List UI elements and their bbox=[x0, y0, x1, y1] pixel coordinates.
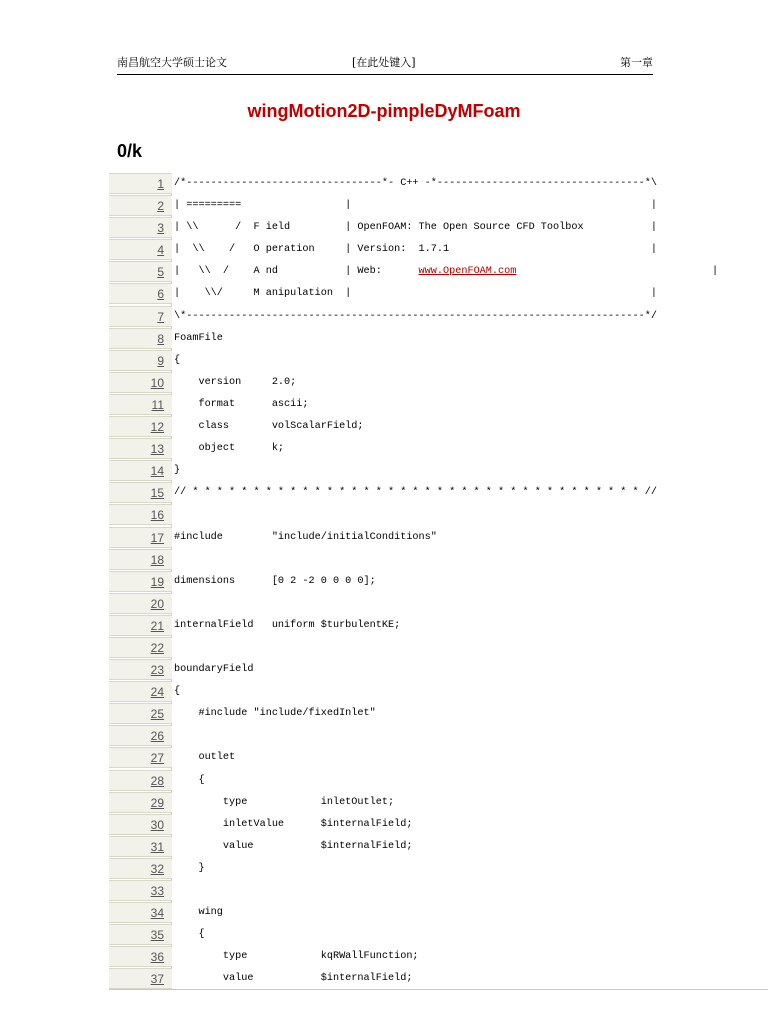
code-text: internalField uniform $turbulentKE; bbox=[174, 619, 401, 631]
line-number-link[interactable]: 8 bbox=[109, 328, 172, 349]
code-line bbox=[109, 504, 768, 526]
line-number-link[interactable]: 16 bbox=[109, 504, 172, 525]
code-text-segment: | bbox=[516, 266, 719, 278]
code-text: format ascii; bbox=[174, 398, 309, 410]
code-line bbox=[109, 195, 768, 217]
code-line bbox=[109, 217, 768, 239]
code-text: object k; bbox=[174, 443, 285, 455]
line-number-link[interactable]: 5 bbox=[109, 261, 172, 282]
code-text: | \\/ M anipulation | | bbox=[174, 288, 657, 300]
code-line bbox=[109, 173, 768, 195]
line-number-link[interactable]: 34 bbox=[109, 902, 172, 923]
code-text: } bbox=[174, 465, 181, 477]
code-text: type kqRWallFunction; bbox=[174, 951, 419, 963]
line-number-link[interactable]: 12 bbox=[109, 416, 172, 437]
code-text: value $internalField; bbox=[174, 973, 413, 985]
line-number-link[interactable]: 6 bbox=[109, 283, 172, 304]
code-line bbox=[109, 770, 768, 792]
code-text: FoamFile bbox=[174, 332, 223, 344]
code-line bbox=[109, 814, 768, 836]
code-text: version 2.0; bbox=[174, 376, 297, 388]
header-thesis-title: 南昌航空大学硕士论文 bbox=[117, 56, 227, 69]
code-text: | ========= | | bbox=[174, 200, 657, 212]
code-text: wing bbox=[174, 907, 223, 919]
file-name-heading: 0/k bbox=[117, 141, 143, 161]
code-line bbox=[109, 438, 768, 460]
code-text: { bbox=[174, 686, 181, 698]
code-text: \*---------------------------------------------------------------------------*/ bbox=[174, 310, 657, 322]
code-text bbox=[174, 261, 718, 283]
code-line bbox=[109, 460, 768, 482]
code-line bbox=[109, 968, 768, 990]
line-number-link[interactable]: 9 bbox=[109, 350, 172, 371]
line-number-link[interactable]: 10 bbox=[109, 372, 172, 393]
code-line bbox=[109, 394, 768, 416]
line-number-link[interactable]: 15 bbox=[109, 482, 172, 503]
code-line bbox=[109, 703, 768, 725]
code-line bbox=[109, 372, 768, 394]
code-line bbox=[109, 416, 768, 438]
code-text: } bbox=[174, 862, 205, 874]
code-line bbox=[109, 306, 768, 328]
line-number-link[interactable]: 26 bbox=[109, 725, 172, 746]
line-number-link[interactable]: 11 bbox=[109, 394, 172, 415]
code-text: value $internalField; bbox=[174, 840, 413, 852]
line-number-link[interactable]: 1 bbox=[109, 173, 172, 194]
line-number-link[interactable]: 20 bbox=[109, 593, 172, 614]
code-line bbox=[109, 946, 768, 968]
code-text: { bbox=[174, 774, 205, 786]
line-number-link[interactable]: 19 bbox=[109, 571, 172, 592]
line-number-link[interactable]: 7 bbox=[109, 306, 172, 327]
code-line bbox=[109, 549, 768, 571]
code-text: { bbox=[174, 354, 181, 366]
line-number-link[interactable]: 23 bbox=[109, 659, 172, 680]
code-line bbox=[109, 527, 768, 549]
code-text: dimensions [0 2 -2 0 0 0 0]; bbox=[174, 575, 376, 587]
code-line bbox=[109, 659, 768, 681]
code-text: #include "include/fixedInlet" bbox=[174, 708, 376, 720]
code-text: type inletOutlet; bbox=[174, 796, 395, 808]
code-text: outlet bbox=[174, 752, 236, 764]
line-number-link[interactable]: 32 bbox=[109, 858, 172, 879]
code-line bbox=[109, 350, 768, 372]
code-text: #include "include/initialConditions" bbox=[174, 531, 437, 543]
code-line bbox=[109, 637, 768, 659]
line-number-link[interactable]: 33 bbox=[109, 880, 172, 901]
code-text: | \\ / F ield | OpenFOAM: The Open Source CFD Toolbox | bbox=[174, 222, 657, 234]
code-text: /*--------------------------------*- C++ -*----------------------------------*\ bbox=[174, 178, 657, 189]
code-line bbox=[109, 858, 768, 880]
line-number-link[interactable]: 28 bbox=[109, 770, 172, 791]
code-line bbox=[109, 725, 768, 747]
line-number-link[interactable]: 13 bbox=[109, 438, 172, 459]
header-chapter: 第一章 bbox=[620, 56, 653, 69]
code-line bbox=[109, 482, 768, 504]
code-listing-bottom-rule bbox=[109, 989, 768, 990]
openfoam-web-link[interactable]: www.OpenFOAM.com bbox=[418, 266, 517, 278]
line-number-link[interactable]: 35 bbox=[109, 924, 172, 945]
line-number-link[interactable]: 17 bbox=[109, 527, 172, 548]
line-number-link[interactable]: 29 bbox=[109, 792, 172, 813]
code-line bbox=[109, 681, 768, 703]
code-line bbox=[109, 792, 768, 814]
code-line bbox=[109, 924, 768, 946]
line-number-link[interactable]: 31 bbox=[109, 836, 172, 857]
code-line bbox=[109, 880, 768, 902]
header-placeholder: [在此处键入] bbox=[352, 56, 416, 69]
code-text: { bbox=[174, 929, 205, 941]
line-number-link[interactable]: 21 bbox=[109, 615, 172, 636]
code-line bbox=[109, 747, 768, 769]
code-line bbox=[109, 261, 768, 283]
code-text: | \\ / O peration | Version: 1.7.1 | bbox=[174, 244, 657, 256]
code-line bbox=[109, 283, 768, 305]
code-line bbox=[109, 902, 768, 924]
page-title: wingMotion2D-pimpleDyMFoam bbox=[247, 101, 521, 121]
line-number-link[interactable]: 37 bbox=[109, 968, 172, 989]
line-number-link[interactable]: 3 bbox=[109, 217, 172, 238]
code-text: // * * * * * * * * * * * * * * * * * * * * * * * * * * * * * * * * * * * * * // bbox=[174, 487, 657, 499]
line-number-link[interactable]: 25 bbox=[109, 703, 172, 724]
code-text-segment: | \\ / A nd | Web: bbox=[174, 266, 419, 278]
line-number-link[interactable]: 22 bbox=[109, 637, 172, 658]
line-number-link[interactable]: 2 bbox=[109, 195, 172, 216]
code-text: class volScalarField; bbox=[174, 421, 364, 433]
line-number-link[interactable]: 14 bbox=[109, 460, 172, 481]
code-line bbox=[109, 593, 768, 615]
code-line bbox=[109, 328, 768, 350]
line-number-link[interactable]: 24 bbox=[109, 681, 172, 702]
code-text: inletValue $internalField; bbox=[174, 818, 413, 830]
code-text: boundaryField bbox=[174, 664, 254, 676]
line-number-link[interactable]: 27 bbox=[109, 747, 172, 768]
page-header bbox=[117, 54, 653, 75]
line-number-link[interactable]: 4 bbox=[109, 239, 172, 260]
code-line bbox=[109, 239, 768, 261]
line-number-link[interactable]: 18 bbox=[109, 549, 172, 570]
code-line bbox=[109, 615, 768, 637]
code-line bbox=[109, 836, 768, 858]
code-line bbox=[109, 571, 768, 593]
line-number-link[interactable]: 30 bbox=[109, 814, 172, 835]
line-number-link[interactable]: 36 bbox=[109, 946, 172, 967]
code-listing bbox=[109, 173, 768, 990]
